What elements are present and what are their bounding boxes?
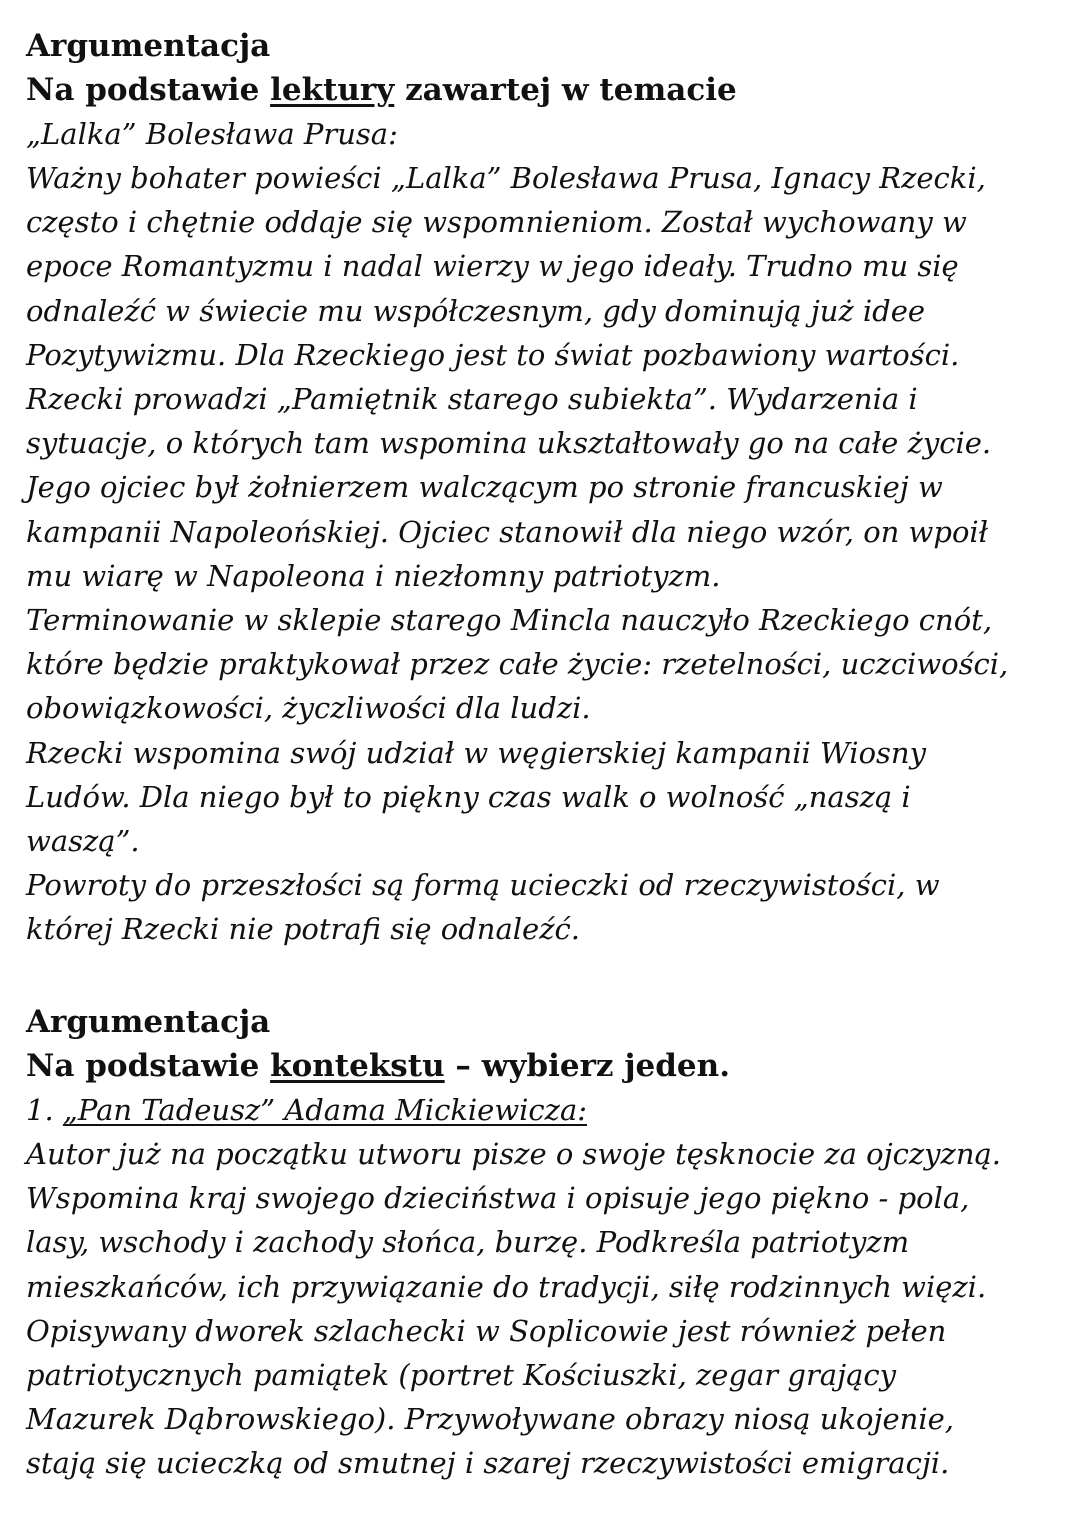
text-line: obowiązkowości, życzliwości dla ludzi.	[26, 691, 591, 726]
text-line: epoce Romantyzmu i nadal wierzy w jego ideały. Trudno mu się	[26, 249, 959, 284]
context-item-heading	[26, 1088, 1060, 1132]
text-line: Mazurek Dąbrowskiego). Przywoływane obrazy niosą ukojenie,	[26, 1402, 954, 1437]
text-line: Autor już na początku utworu pisze o swoje tęsknocie za ojczyzną.	[26, 1137, 1001, 1171]
basis-prefix: Na podstawie	[26, 1048, 271, 1084]
text-line: Wspomina kraj swojego dzieciństwa i opisuje jego piękno - pola,	[26, 1181, 970, 1216]
basis-suffix: – wybierz jeden.	[444, 1048, 730, 1084]
text-line: mieszkańców, ich przywiązanie do tradycji, siłę rodzinnych więzi.	[26, 1269, 987, 1304]
text-line: Terminowanie w sklepie starego Mincla nauczyło Rzeckiego cnót,	[26, 603, 993, 638]
basis-prefix: Na podstawie	[26, 72, 271, 108]
paragraph-body	[26, 156, 1060, 952]
text-line: Opisywany dworek szlachecki w Soplicowie jest również pełen	[26, 1313, 947, 1348]
section-basis	[26, 68, 1060, 112]
text-line: które będzie praktykował przez całe życie: rzetelności, uczciwości,	[26, 647, 1009, 682]
text-line: Pozytywizmu. Dla Rzeckiego jest to świat pozbawiony wartości.	[26, 337, 960, 372]
text-line: Ludów. Dla niego był to piękny czas walk o wolność „naszą i	[26, 779, 911, 814]
section-basis	[26, 1044, 1060, 1088]
work-title: „Lalka” Bolesława Prusa:	[26, 117, 398, 151]
text-line: często i chętnie oddaje się wspomnieniom. Został wychowany w	[26, 205, 967, 240]
text-line: waszą”.	[26, 824, 140, 859]
section-lektura	[26, 24, 1060, 952]
text-line: stają się ucieczką od smutnej i szarej rzeczywistości emigracji.	[26, 1446, 950, 1481]
basis-keyword: kontekstu	[270, 1048, 445, 1084]
paragraph-body	[26, 1132, 1060, 1486]
text-line: Ważny bohater powieści „Lalka” Bolesława Prusa, Ignacy Rzecki,	[26, 161, 986, 195]
text-line: której Rzecki nie potrafi się odnaleźć.	[26, 912, 580, 947]
text-line: Rzecki wspomina swój udział w węgierskiej kampanii Wiosny	[26, 735, 926, 770]
text-line: sytuacje, o których tam wspomina ukształtowały go na całe życie.	[26, 426, 992, 461]
text-line: lasy, wschody i zachody słońca, burzę. Podkreśla patriotyzm	[26, 1225, 910, 1260]
text-line: Jego ojciec był żołnierzem walczącym po stronie francuskiej w	[26, 470, 943, 505]
basis-keyword: lektury	[270, 72, 395, 108]
text-line: odnaleźć w świecie mu współczesnym, gdy dominują już idee	[26, 293, 926, 328]
section-kontekst	[26, 1000, 1060, 1486]
text-line: Powroty do przeszłości są formą ucieczki od rzeczywistości, w	[26, 868, 940, 903]
section-heading: Argumentacja	[26, 28, 271, 64]
text-line: Rzecki prowadzi „Pamiętnik starego subiekta”. Wydarzenia i	[26, 382, 918, 417]
text-line: kampanii Napoleońskiej. Ojciec stanowił dla niego wzór, on wpoił	[26, 514, 989, 549]
context-work-title: „Pan Tadeusz” Adama Mickiewicza:	[62, 1093, 588, 1127]
basis-suffix: zawartej w temacie	[394, 72, 737, 108]
text-line: patriotycznych pamiątek (portret Kościuszki, zegar grający	[26, 1358, 896, 1393]
item-number: 1.	[26, 1093, 63, 1127]
text-line: mu wiarę w Napoleona i niezłomny patriotyzm.	[26, 558, 721, 593]
section-heading: Argumentacja	[26, 1004, 271, 1040]
